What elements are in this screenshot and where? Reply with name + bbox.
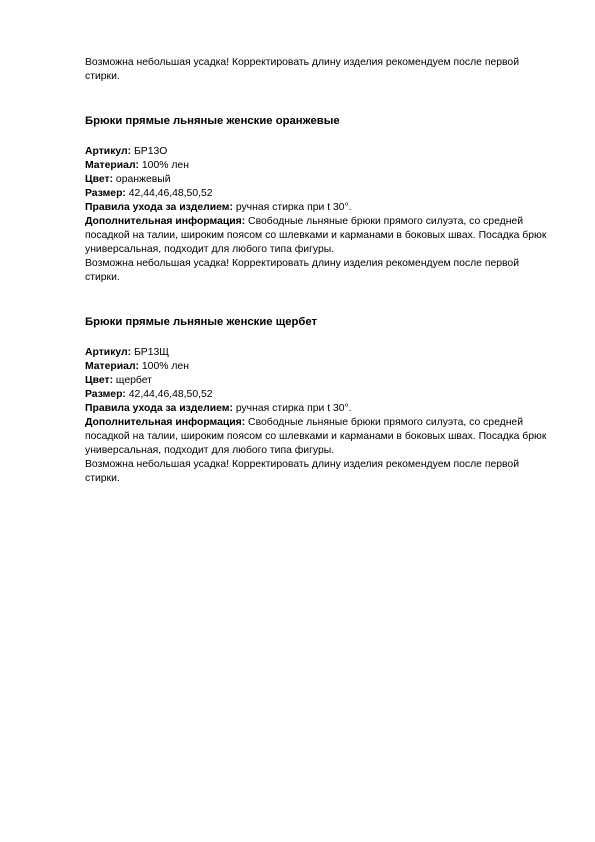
material-label: Материал:: [85, 361, 140, 372]
product-title: Брюки прямые льняные женские щербет: [85, 316, 318, 328]
color-row: [85, 173, 555, 187]
document-page: [85, 56, 555, 516]
care-label: Правила ухода за изделием:: [85, 202, 233, 213]
material-value: 100% лен: [139, 160, 189, 171]
material-value: 100% лен: [139, 361, 189, 372]
info-row: [85, 416, 555, 458]
info-label: Дополнительная информация:: [85, 417, 246, 428]
care-value: ручная стирка при t 30°.: [232, 202, 352, 213]
care-row: [85, 201, 555, 215]
color-row: [85, 374, 555, 388]
article-row: [85, 346, 555, 360]
color-label: Цвет:: [85, 375, 114, 386]
info-label: Дополнительная информация:: [85, 216, 246, 227]
material-row: [85, 159, 555, 173]
info-value: Свободные льняные брюки прямого силуэта, со средней посадкой на талии, широким поясом со шлевками и карманами в боковых швах. Посадка брюк универсальная, подходит для любого типа фигуры.: [85, 417, 547, 456]
product-title: Брюки прямые льняные женские оранжевые: [85, 115, 340, 127]
article-label: Артикул:: [85, 146, 132, 157]
care-row: [85, 402, 555, 416]
info-row: [85, 215, 555, 257]
color-value: оранжевый: [113, 174, 171, 185]
material-row: [85, 360, 555, 374]
size-value: 42,44,46,48,50,52: [125, 389, 213, 400]
material-label: Материал:: [85, 160, 140, 171]
size-label: Размер:: [85, 389, 126, 400]
care-label: Правила ухода за изделием:: [85, 403, 233, 414]
care-value: ручная стирка при t 30°.: [232, 403, 352, 414]
article-value: БР13Щ: [131, 347, 170, 358]
article-value: БР13О: [131, 146, 168, 157]
size-label: Размер:: [85, 188, 126, 199]
article-row: [85, 145, 555, 159]
color-label: Цвет:: [85, 174, 114, 185]
info-value: Свободные льняные брюки прямого силуэта, со средней посадкой на талии, широким поясом со шлевками и карманами в боковых швах. Посадка брюк универсальная, подходит для любого типа фигуры.: [85, 216, 547, 255]
color-value: щербет: [113, 375, 152, 386]
shrinkage-note: Возможна небольшая усадка! Корректировать длину изделия рекомендуем после первой стирки.: [85, 459, 520, 484]
intro-shrinkage-note: Возможна небольшая усадка! Корректировать длину изделия рекомендуем после первой стирки.: [85, 57, 520, 82]
size-row: [85, 187, 555, 201]
shrinkage-note: Возможна небольшая усадка! Корректировать длину изделия рекомендуем после первой стирки.: [85, 258, 520, 283]
product-card-orange: [85, 114, 555, 285]
size-value: 42,44,46,48,50,52: [125, 188, 213, 199]
product-card-sherbet: [85, 315, 555, 486]
article-label: Артикул:: [85, 347, 132, 358]
size-row: [85, 388, 555, 402]
